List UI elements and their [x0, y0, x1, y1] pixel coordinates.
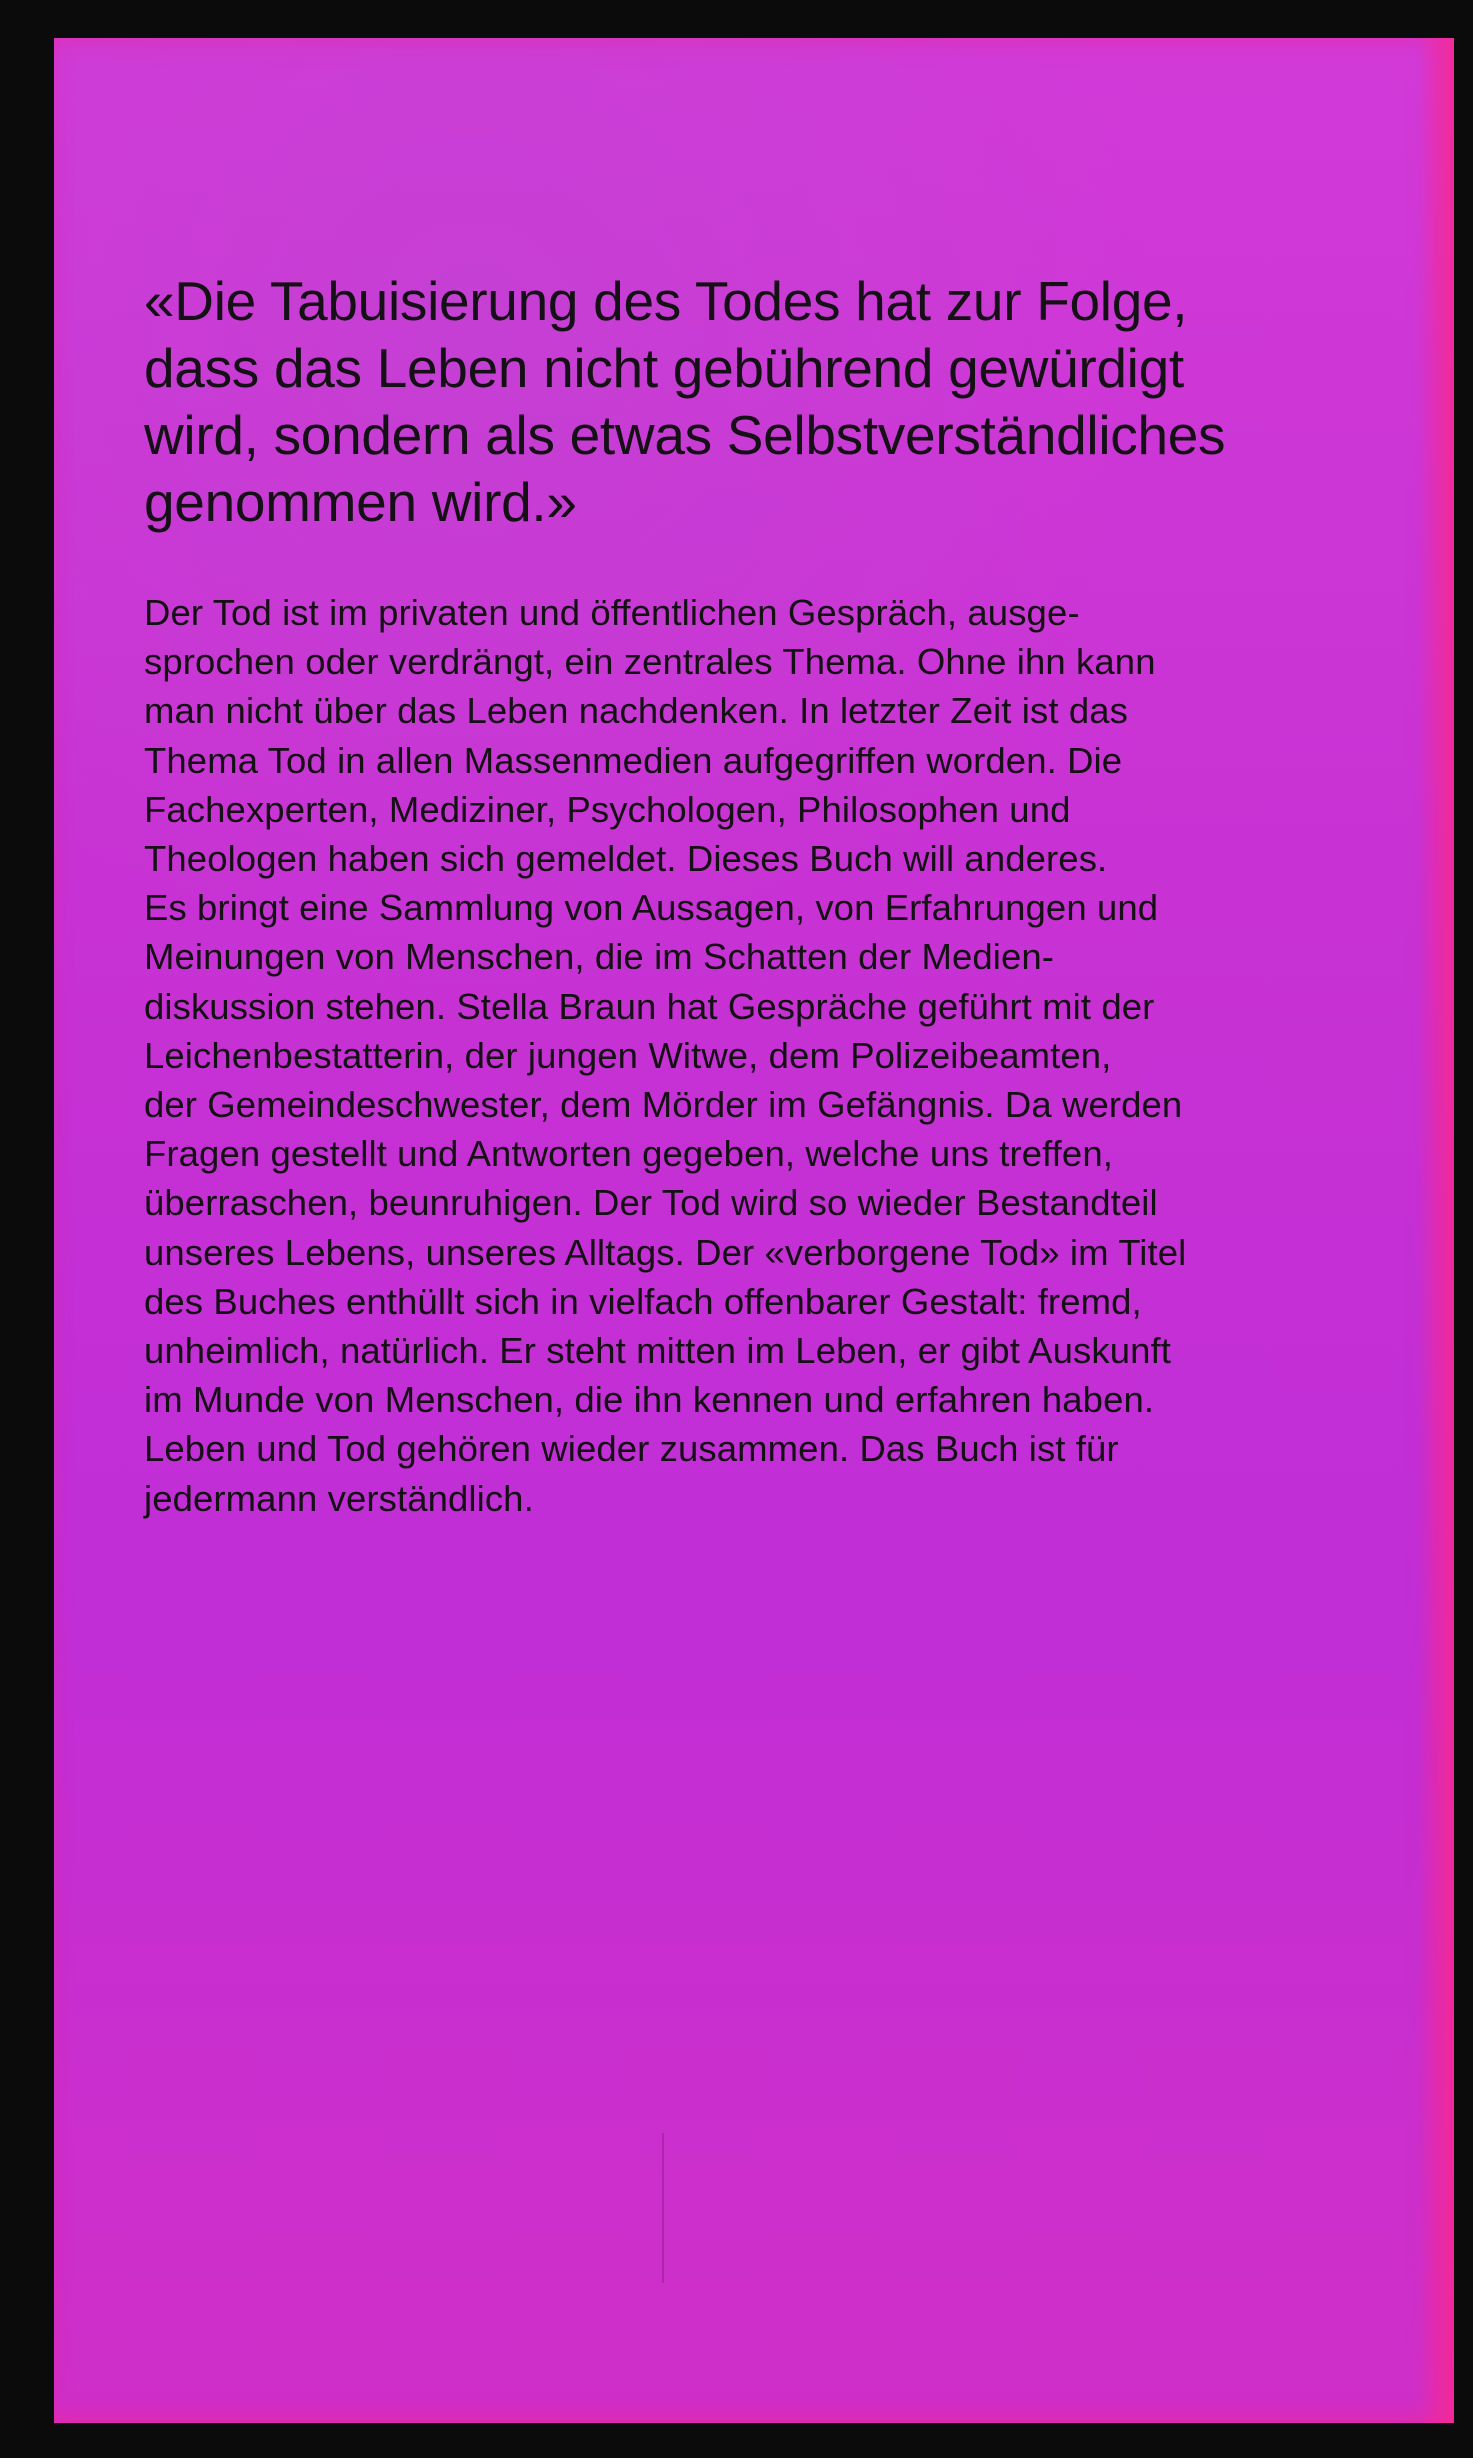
blurb-line: Theologen haben sich gemeldet. Dieses Buch will anderes.: [144, 838, 1108, 880]
blurb-line: Fragen gestellt und Antworten gegeben, welche uns treffen,: [144, 1133, 1113, 1175]
surface-scratch: [662, 2133, 664, 2283]
back-cover: [54, 38, 1454, 2423]
blurb-line: der Gemeindeschwester, dem Mörder im Gefängnis. Da werden: [144, 1084, 1183, 1126]
blurb-line: sprochen oder verdrängt, ein zentrales Thema. Ohne ihn kann: [144, 641, 1156, 683]
pull-quote: «Die Tabuisierung des Todes hat zur Folge, dass das Leben nicht gebührend gewürdigt wird, sondern als etwas Selbstverständliches genommen wird.»: [144, 270, 1226, 533]
blurb-line: des Buches enthüllt sich in vielfach offenbarer Gestalt: fremd,: [144, 1280, 1142, 1322]
blurb-line: diskussion stehen. Stella Braun hat Gespräche geführt mit der: [144, 985, 1155, 1027]
blurb-line: unseres Lebens, unseres Alltags. Der «verborgene Tod» im Titel: [144, 1231, 1187, 1273]
blurb-line: Der Tod ist im privaten und öffentlichen Gespräch, ausge-: [144, 592, 1080, 633]
blurb-line: unheimlich, natürlich. Er steht mitten im Leben, er gibt Auskunft: [144, 1330, 1171, 1372]
blurb-line: jedermann verständlich.: [144, 1477, 534, 1519]
blurb-line: Fachexperten, Mediziner, Psychologen, Philosophen und: [144, 788, 1071, 830]
blurb-line: man nicht über das Leben nachdenken. In letzter Zeit ist das: [144, 690, 1128, 732]
blurb-line: überraschen, beunruhigen. Der Tod wird so wieder Bestandteil: [144, 1182, 1158, 1224]
blurb-line: Es bringt eine Sammlung von Aussagen, von Erfahrungen und: [144, 887, 1159, 929]
blurb-line: Thema Tod in allen Massenmedien aufgegriffen worden. Die: [144, 739, 1123, 781]
blurb-line: Leichenbestatterin, der jungen Witwe, dem Polizeibeamten,: [144, 1034, 1112, 1076]
blurb-line: Meinungen von Menschen, die im Schatten der Medien-: [144, 936, 1055, 978]
blurb-line: im Munde von Menschen, die ihn kennen und erfahren haben.: [144, 1379, 1155, 1421]
blurb-text: [144, 588, 1434, 1523]
blurb-line: Leben und Tod gehören wieder zusammen. Das Buch ist für: [144, 1428, 1119, 1470]
